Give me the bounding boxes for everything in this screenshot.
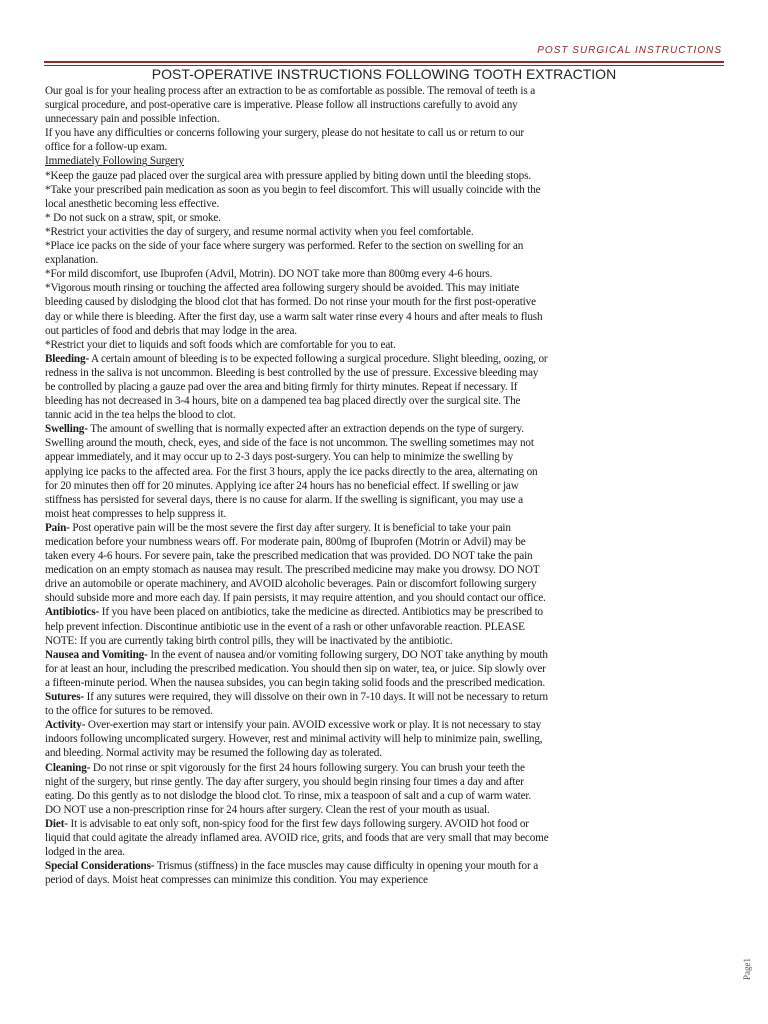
section-text: In the event of nausea and/or vomiting following surgery, DO NOT take anything by mouth for at least an hour, including the prescribed medication. You should then sip on water, tea, or juice. Sip slowly over a fifteen-minute period. When the nausea subsides, you can begin taking solid foods and the prescribed medication. [45,648,548,689]
section-nausea [45,648,549,690]
instruction-item: *Vigorous mouth rinsing or touching the affected area following surgery should be avoided. This may initiate bleeding caused by dislodging the blood clot that has formed. Do not rinse your mouth for the first post-operative day or while there is bleeding. After the first day, use a warm salt water rinse every 4 hours and after meals to flush out particles of food and debris that may lodge in the area. [45,282,543,337]
section-antibiotics [45,605,549,647]
instruction-item: *Restrict your activities the day of surgery, and resume normal activity when you feel comfortable. [45,225,474,238]
section-text: Over-exertion may start or intensify your pain. AVOID excessive work or play. It is not necessary to stay indoors following uncomplicated surgery. However, rest and minimal activity will help to minimize pain, swelling, and bleeding. Normal activity may be resumed the following day as tolerated. [45,719,543,760]
section-special-considerations [45,859,549,887]
section-text: If you have been placed on antibiotics, take the medicine as directed. Antibiotics may be prescribed to help prevent infection. Discontinue antibiotic use in the event of a rash or other unfavorable reaction. PLEASE NOTE: If you are currently taking birth control pills, they will be inactivated by the antibiotic. [45,606,544,647]
section-label: Bleeding- [45,352,90,365]
header-rule [44,61,724,63]
document-body [45,84,549,887]
section-label: Cleaning- [45,761,91,774]
section-sutures [45,690,549,718]
section-bleeding [45,352,549,422]
section-label: Sutures- [45,691,84,704]
section-cleaning [45,761,549,817]
section-text: It is advisable to eat only soft, non-spicy food for the first few days following surgery. AVOID hot food or liquid that could agitate the already inflamed area. AVOID rice, grits, and foods that are very small that may become lodged in the area. [45,817,549,859]
section-diet [45,817,549,859]
section-text: Do not rinse or spit vigorously for the first 24 hours following surgery. You can brush your teeth the night of the surgery, but rinse gently. The day after surgery, you should begin rinsing four times a day and after eating. Do this gently as to not dislodge the blood clot. To rinse, mix a teaspoon of salt and a cup of warm water. DO NOT use a non-prescription rinse for 24 hours after surgery. Clean the rest of your mouth as usual. [45,761,532,816]
section-text: A certain amount of bleeding is to be expected following a surgical procedure. Slight bleeding, oozing, or redness in the saliva is not uncommon. Bleeding is best controlled by the use of pressure. Excessive bleeding may be controlled by placing a gauze pad over the area and biting firmly for thirty minutes. Repeat if necessary. If bleeding has not decreased in 3-4 hours, bite on a dampened tea bag placed directly over the surgical site. The tannic acid in the tea helps the blood to clot. [45,352,548,422]
section-label: Diet- [45,817,68,830]
instruction-item: *Restrict your diet to liquids and soft foods which are comfortable for you to eat. [45,338,396,351]
section-label: Antibiotics- [45,606,100,619]
section-activity [45,718,549,760]
instruction-item: *For mild discomfort, use Ibuprofen (Advil, Motrin). DO NOT take more than 800mg every 4-6 hours. [45,268,493,281]
instruction-item: * Do not suck on a straw, spit, or smoke. [45,211,221,224]
section-text: Post operative pain will be the most severe the first day after surgery. It is beneficial to take your pain medication before your numbness wears off. For moderate pain, 800mg of Ibuprofen (Motrin or Advil) may be taken every 4-6 hours. For severe pain, take the prescribed medication that was provided. DO NOT take the pain medication on an empty stomach as nausea may result. The prescribed medicine may make you drowsy. DO NOT drive an automobile or operate machinery, and AVOID alcoholic beverages. Pain or discomfort following surgery should subside more and more each day. If pain persists, it may require attention, and you should contact our office. [45,521,546,605]
section-label: Nausea and Vomiting- [45,648,148,661]
section-label: Pain- [45,521,70,534]
instruction-item: *Place ice packs on the side of your face where surgery was performed. Refer to the section on swelling for an explanation. [45,240,524,267]
section-swelling [45,422,549,521]
section-pain [45,521,549,606]
document-title: POST-OPERATIVE INSTRUCTIONS FOLLOWING TOOTH EXTRACTION [151,66,617,82]
section-text: If any sutures were required, they will dissolve on their own in 7-10 days. It will not be necessary to return to the office for sutures to be removed. [45,691,548,718]
section-label: Swelling- [45,423,88,436]
immediate-heading: Immediately Following Surgery [45,155,185,168]
section-label: Activity- [45,719,86,732]
intro-paragraph: Our goal is for your healing process after an extraction to be as comfortable as possible. The removal of teeth is a surgical procedure, and post-operative care is imperative. Please follow all instructions carefully to avoid any unnecessary pain and possible infection. [45,85,536,126]
page-number: Page1 [742,958,752,980]
instruction-item: *Keep the gauze pad placed over the surgical area with pressure applied by biting down until the bleeding stops. [45,169,531,182]
section-text: Trismus (stiffness) in the face muscles may cause difficulty in opening your mouth for a period of days. Moist heat compresses can minimize this condition. You may experience [45,860,539,887]
section-text: The amount of swelling that is normally expected after an extraction depends on the type of surgery. Swelling around the mouth, check, eyes, and side of the face is not uncommon. The swelling sometimes may not appear immediately, and it may occur up to 2-3 days post-surgery. You can help to minimize the swelling by applying ice packs to the affected area. For the first 3 hours, apply the ice packs directly to the area, alternating on for 20 minutes then off for 20 minutes. Applying ice after 24 hours has no beneficial effect. If swelling or jaw stiffness has persisted for several days, there is no cause for alarm. If the swelling is significant, you may use a moist heat compresses to help suppress it. [45,423,538,520]
intro-paragraph: If you have any difficulties or concerns following your surgery, please do not hesitate to call us or return to our office for a follow-up exam. [45,127,525,154]
section-label: Special Considerations- [45,860,155,873]
instruction-item: *Take your prescribed pain medication as soon as you begin to feel discomfort. This will usually coincide with the local anesthetic becoming less effective. [45,183,541,210]
running-header: POST SURGICAL INSTRUCTIONS [537,45,722,56]
